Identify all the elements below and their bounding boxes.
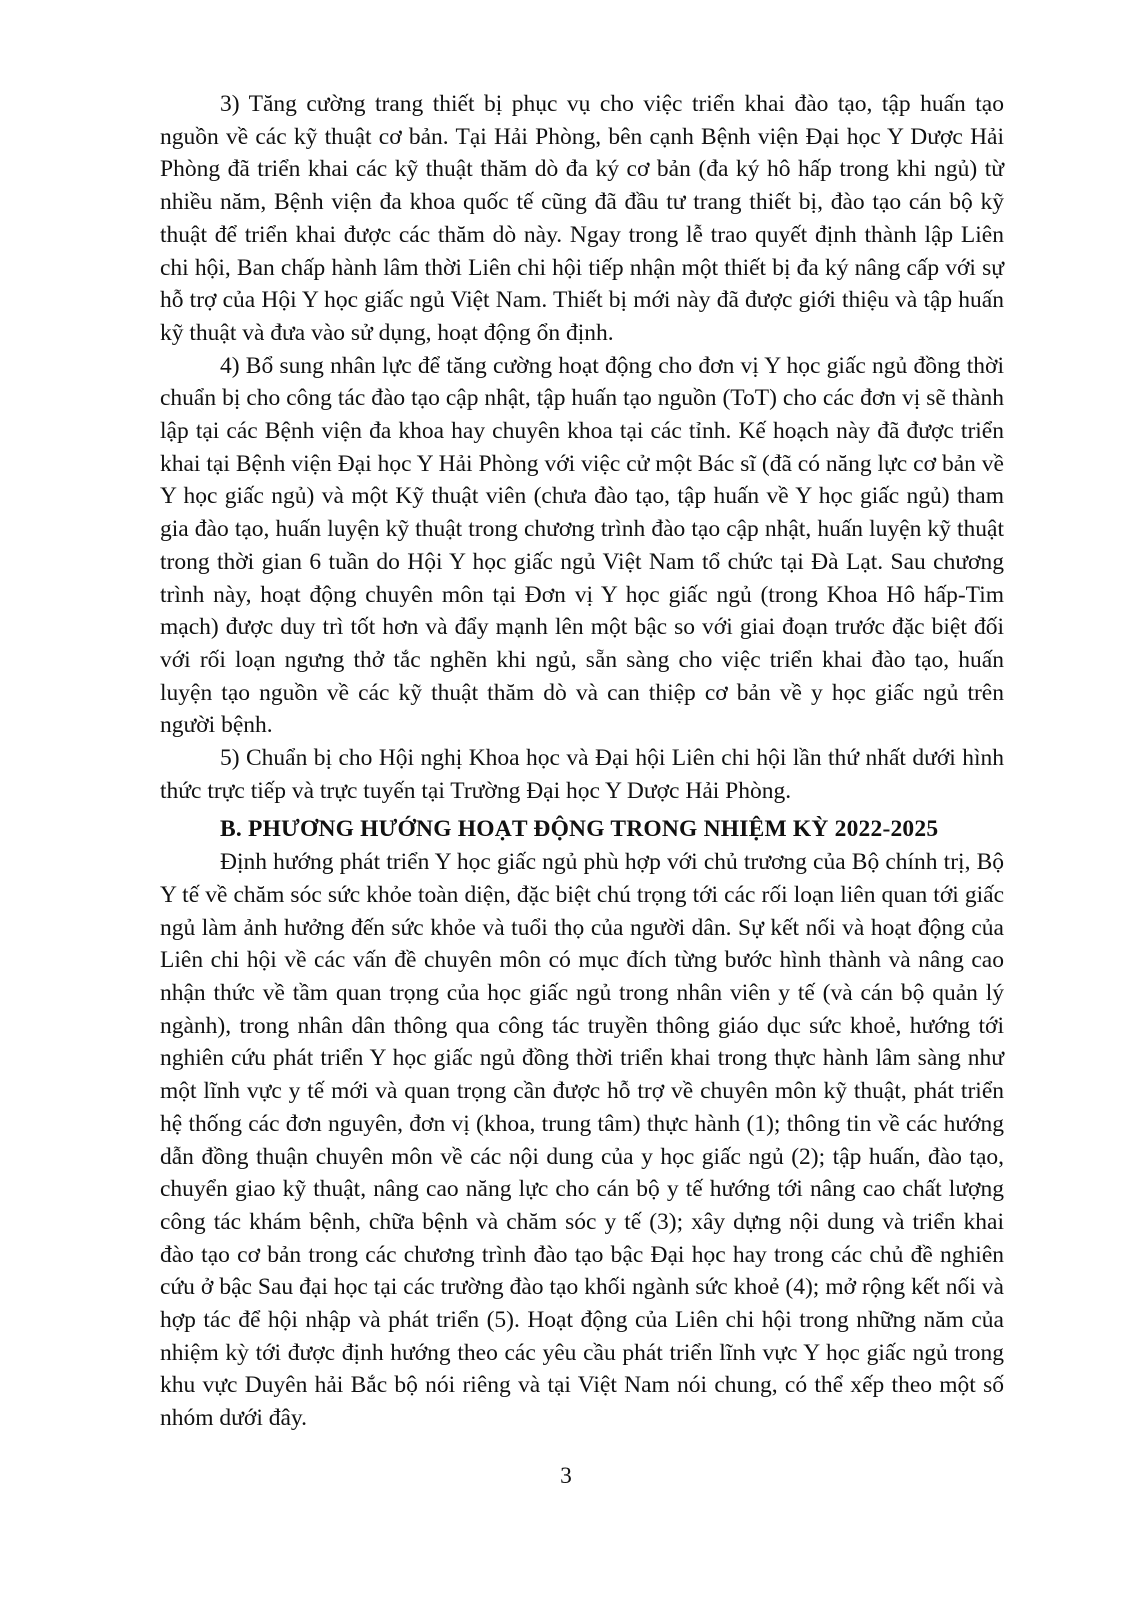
page-number: 3 bbox=[560, 1463, 572, 1489]
section-heading: B. PHƯƠNG HƯỚNG HOẠT ĐỘNG TRONG NHIỆM KỲ 2022-2025 bbox=[220, 816, 939, 843]
paragraph-item-4: 4) Bổ sung nhân lực để tăng cường hoạt động cho đơn vị Y học giấc ngủ đồng thời chuẩn bị cho công tác đào tạo cập nhật, tập huấn tạo nguồn (ToT) cho các đơn vị sẽ thành lập tại các Bệnh viện đa khoa hay chuyên khoa tại các tỉnh. Kế hoạch này đã được triển khai tại Bệnh viện Đại học Y Hải Phòng với việc cử một Bác sĩ (đã có năng lực cơ bản về Y học giấc ngủ) và một Kỹ thuật viên (chưa đào tạo, tập huấn về Y học giấc ngủ) tham gia đào tạo, huấn luyện kỹ thuật trong chương trình đào tạo cập nhật, huấn luyện kỹ thuật trong thời gian 6 tuần do Hội Y học giấc ngủ Việt Nam tổ chức tại Đà Lạt. Sau chương trình này, hoạt động chuyên môn tại Đơn vị Y học giấc ngủ (trong Khoa Hô hấp-Tim mạch) được duy trì tốt hơn và đẩy mạnh lên một bậc so với giai đoạn trước đặc biệt đối với rối loạn ngưng thở tắc nghẽn khi ngủ, sẵn sàng cho việc triển khai đào tạo, huấn luyện tạo nguồn về các kỹ thuật thăm dò và can thiệp cơ bản về y học giấc ngủ trên người bệnh. bbox=[160, 352, 1004, 739]
section-paragraph: Định hướng phát triển Y học giấc ngủ phù hợp với chủ trương của Bộ chính trị, Bộ Y tế về chăm sóc sức khỏe toàn diện, đặc biệt chú trọng tới các rối loạn liên quan tới giấc ngủ làm ảnh hưởng đến sức khỏe và tuổi thọ của người dân. Sự kết nối và hoạt động của Liên chi hội về các vấn đề chuyên môn có mục đích từng bước hình thành và nâng cao nhận thức về tầm quan trọng của học giấc ngủ trong nhân viên y tế (và cán bộ quản lý ngành), trong nhân dân thông qua công tác truyền thông giáo dục sức khoẻ, hướng tới nghiên cứu phát triển Y học giấc ngủ đồng thời triển khai trong thực hành lâm sàng như một lĩnh vực y tế mới và quan trọng cần được hỗ trợ về chuyên môn kỹ thuật, phát triển hệ thống các đơn nguyên, đơn vị (khoa, trung tâm) thực hành (1); thông tin về các hướng dẫn đồng thuận chuyên môn về các nội dung của y học giấc ngủ (2); tập huấn, đào tạo, chuyển giao kỹ thuật, nâng cao năng lực cho cán bộ y tế hướng tới nâng cao chất lượng công tác khám bệnh, chữa bệnh và chăm sóc y tế (3); xây dựng nội dung và triển khai đào tạo cơ bản trong các chương trình đào tạo bậc Đại học hay trong các chủ đề nghiên cứu ở bậc Sau đại học tại các trường đào tạo khối ngành sức khoẻ (4); mở rộng kết nối và hợp tác để hội nhập và phát triển (5). Hoạt động của Liên chi hội trong những năm của nhiệm kỳ tới được định hướng theo các yêu cầu phát triển lĩnh vực Y học giấc ngủ trong khu vực Duyên hải Bắc bộ nói riêng và tại Việt Nam nói chung, có thể xếp theo một số nhóm dưới đây. bbox=[160, 849, 1004, 1432]
paragraph-item-3: 3) Tăng cường trang thiết bị phục vụ cho việc triển khai đào tạo, tập huấn tạo nguồn về các kỹ thuật cơ bản. Tại Hải Phòng, bên cạnh Bệnh viện Đại học Y Dược Hải Phòng đã triển khai các kỹ thuật thăm dò đa ký cơ bản (đa ký hô hấp trong khi ngủ) từ nhiều năm, Bệnh viện đa khoa quốc tế cũng đã đầu tư trang thiết bị, đào tạo cán bộ kỹ thuật để triển khai được các thăm dò này. Ngay trong lễ trao quyết định thành lập Liên chi hội, Ban chấp hành lâm thời Liên chi hội tiếp nhận một thiết bị đa ký nâng cấp với sự hỗ trợ của Hội Y học giấc ngủ Việt Nam. Thiết bị mới này đã được giới thiệu và tập huấn kỹ thuật và đưa vào sử dụng, hoạt động ổn định. bbox=[160, 91, 1004, 346]
paragraph-item-5: 5) Chuẩn bị cho Hội nghị Khoa học và Đại hội Liên chi hội lần thứ nhất dưới hình thức trực tiếp và trực tuyến tại Trường Đại học Y Dược Hải Phòng. bbox=[160, 745, 1004, 804]
